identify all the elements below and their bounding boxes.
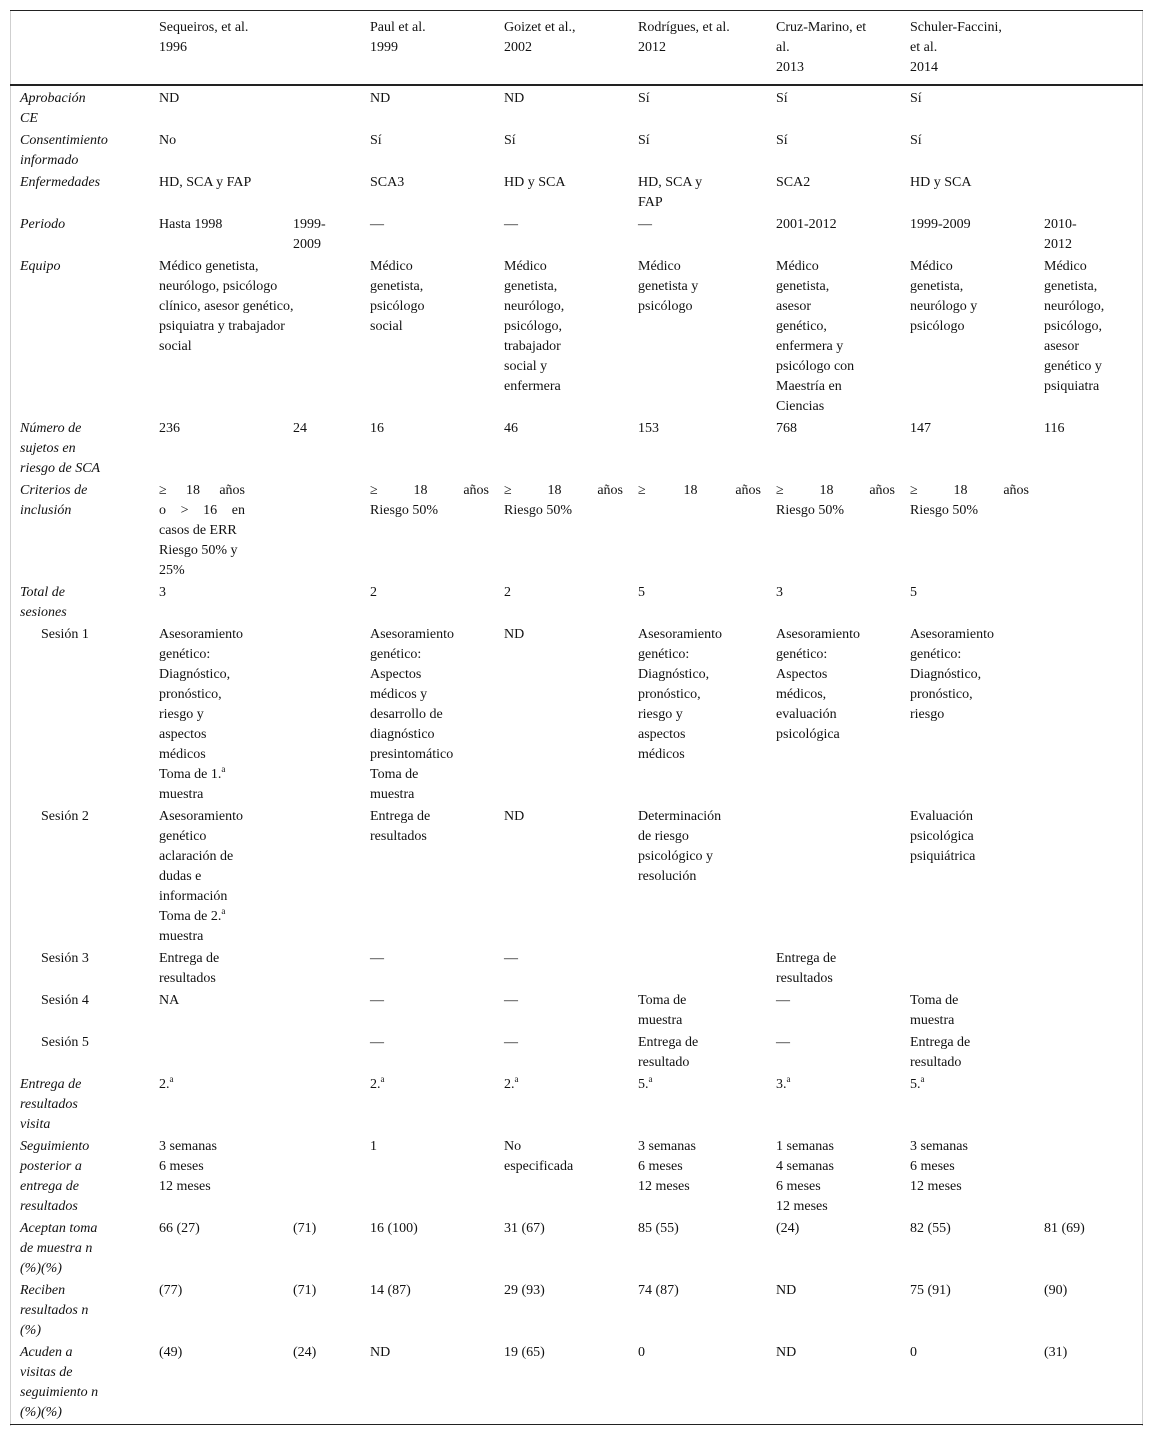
table-cell: [283, 948, 360, 990]
table-cell: [283, 480, 360, 582]
table-cell: [283, 806, 360, 948]
table-cell: [149, 624, 283, 806]
table-cell: Evaluación psicológica psiquiátrica: [910, 809, 976, 864]
row-label: Aceptan toma de muestra n (%)(%): [20, 1221, 98, 1276]
table-cell: HD, SCA y FAP: [159, 175, 252, 190]
header-sequeiros: Sequeiros, et al. 1996: [159, 20, 249, 55]
table-cell: [1034, 1136, 1143, 1218]
header-row: [10, 11, 1143, 86]
table-cell: SCA2: [776, 175, 811, 190]
table-cell: HD, SCA y FAP: [638, 175, 703, 210]
table-cell: 147: [910, 421, 931, 436]
table-cell: —: [504, 951, 518, 966]
header-rodrigues: Rodrígues, et al. 2012: [638, 20, 730, 55]
header-cruz-marino: Cruz-Marino, et al. 2013: [776, 20, 867, 75]
table-cell: 46: [504, 421, 518, 436]
table-cell: Sí: [910, 133, 922, 148]
cell-line: muestra: [159, 929, 204, 944]
table-cell: 3: [776, 585, 783, 600]
table-row: [10, 214, 1143, 256]
table-cell: Sí: [776, 133, 788, 148]
table-cell: ND: [776, 1345, 797, 1360]
table-row: [10, 624, 1143, 806]
table-cell: [1034, 990, 1143, 1032]
superscript: a: [514, 1074, 519, 1084]
table-cell: ND: [776, 1283, 797, 1298]
table-cell: ND: [159, 91, 180, 106]
cell-line: [159, 907, 278, 927]
table-cell: [149, 806, 283, 948]
table-cell: —: [370, 217, 384, 232]
table-cell: Asesoramiento genético: Aspectos médicos, evaluación psicológica: [776, 627, 860, 742]
table-cell: [1034, 624, 1143, 806]
table-cell: Sí: [910, 91, 922, 106]
table-cell: (90): [1044, 1283, 1068, 1298]
row-label: Aprobación CE: [20, 91, 86, 126]
table-cell: [766, 480, 900, 582]
row-label: Reciben resultados n (%): [20, 1283, 89, 1338]
table-cell: [283, 1032, 360, 1074]
header-cell: [10, 11, 149, 86]
table-row: [10, 1032, 1143, 1074]
table-cell: 16: [370, 421, 384, 436]
table-cell: 24: [293, 421, 307, 436]
header-schuler-faccini: Schuler-Faccini, et al. 2014: [910, 20, 1002, 75]
table-cell: [1034, 480, 1143, 582]
cell-line: ≥ 18 años: [910, 483, 1029, 498]
superscript: a: [786, 1074, 791, 1084]
cell-text: 2.: [504, 1077, 515, 1092]
cell-line: ≥ 18 años: [159, 483, 245, 498]
cell-text: 3.: [776, 1077, 787, 1092]
cell-text: Toma de 1.: [159, 767, 222, 782]
table-cell: 14 (87): [370, 1283, 411, 1298]
table-cell: Asesoramiento genético: Diagnóstico, pronóstico, riesgo y aspectos médicos: [638, 627, 722, 762]
table-cell: [494, 480, 628, 582]
header-cell: [283, 11, 360, 86]
table-cell: 0: [910, 1345, 917, 1360]
table-cell: Sí: [776, 91, 788, 106]
table-cell: 74 (87): [638, 1283, 679, 1298]
superscript: a: [169, 1074, 174, 1084]
table-cell: 19 (65): [504, 1345, 545, 1360]
table-row: [10, 172, 1143, 214]
row-label: Enfermedades: [20, 175, 101, 190]
table-cell: —: [504, 1035, 518, 1050]
table-cell: ND: [370, 91, 391, 106]
table-row: [10, 1280, 1143, 1342]
table-cell: 75 (91): [910, 1283, 951, 1298]
table-cell: 236: [159, 421, 180, 436]
cell-line: Riesgo 50%: [910, 503, 979, 518]
row-label: Sesión 4: [41, 993, 89, 1008]
cell-text: 5.: [638, 1077, 649, 1092]
superscript: a: [221, 906, 226, 916]
table-cell: [283, 130, 360, 172]
table-row: [10, 806, 1143, 948]
table-cell: —: [638, 217, 652, 232]
cell-line: ≥ 18 años: [776, 483, 895, 498]
table-cell: [283, 172, 360, 214]
table-cell: [766, 806, 900, 948]
table-row: [10, 1342, 1143, 1425]
table-cell: [900, 1074, 1034, 1136]
table-cell: [1034, 582, 1143, 624]
header-goizet: Goizet et al., 2002: [504, 20, 576, 55]
table-cell: 1 semanas 4 semanas 6 meses 12 meses: [776, 1139, 834, 1214]
table-cell: (49): [159, 1345, 183, 1360]
table-cell: [494, 1074, 628, 1136]
cell-text: 5.: [910, 1077, 921, 1092]
row-label: Periodo: [20, 217, 66, 232]
table-row: [10, 1218, 1143, 1280]
table-cell: (71): [293, 1221, 317, 1236]
table-cell: Médico genetista, neurólogo, psicólogo, asesor genético y psiquiatra: [1044, 259, 1105, 394]
table-cell: Médico genetista, neurólogo, psicólogo, trabajador social y enfermera: [504, 259, 565, 394]
cell-line: casos de ERR Riesgo 50% y 25%: [159, 523, 238, 578]
header-paul: Paul et al. 1999: [370, 20, 426, 55]
cell-line: Riesgo 50%: [370, 503, 439, 518]
table-cell: ND: [504, 809, 525, 824]
table-cell: [360, 1074, 494, 1136]
table-cell: [283, 1136, 360, 1218]
studies-comparison-table: [10, 10, 1143, 1425]
table-cell: 66 (27): [159, 1221, 200, 1236]
cell-line: ≥ 18 años: [370, 483, 489, 498]
table-cell: Médico genetista, asesor genético, enfermera y psicólogo con Maestría en Ciencias: [776, 259, 855, 414]
table-row: [10, 480, 1143, 582]
cell-text: 2.: [159, 1077, 170, 1092]
table-cell: [283, 85, 360, 130]
table-cell: [283, 582, 360, 624]
table-cell: (71): [293, 1283, 317, 1298]
table-cell: 85 (55): [638, 1221, 679, 1236]
row-label: Sesión 1: [41, 627, 89, 642]
cell-line: Asesoramiento genético aclaración de dudas e información: [159, 809, 243, 904]
table-cell: 29 (93): [504, 1283, 545, 1298]
table-cell: Médico genetista, neurólogo y psicólogo: [910, 259, 978, 334]
table-cell: Entrega de resultados: [159, 951, 220, 986]
row-label: Consentimiento informado: [20, 133, 108, 168]
table-cell: [1034, 806, 1143, 948]
table-cell: —: [370, 993, 384, 1008]
table-cell: —: [370, 1035, 384, 1050]
cell-line: muestra: [159, 787, 204, 802]
table-cell: Sí: [638, 91, 650, 106]
table-cell: Hasta 1998: [159, 217, 223, 232]
table-cell: Asesoramiento genético: Aspectos médicos y desarrollo de diagnóstico presintomático Toma de muestra: [370, 627, 454, 802]
table-cell: [283, 990, 360, 1032]
table-cell: —: [504, 993, 518, 1008]
table-cell: Entrega de resultado: [638, 1035, 699, 1070]
table-cell: 0: [638, 1345, 645, 1360]
table-row: [10, 85, 1143, 130]
table-cell: [360, 480, 494, 582]
table-cell: 2: [370, 585, 377, 600]
table-cell: 153: [638, 421, 659, 436]
table-cell: HD y SCA: [504, 175, 566, 190]
table-cell: No: [159, 133, 177, 148]
superscript: a: [648, 1074, 653, 1084]
table-cell: ND: [370, 1345, 391, 1360]
table-cell: [628, 480, 766, 582]
table-row: [10, 582, 1143, 624]
table-cell: —: [504, 217, 518, 232]
row-label: Acuden a visitas de seguimiento n (%)(%): [20, 1345, 99, 1420]
table-cell: 1999- 2009: [293, 217, 326, 252]
table-cell: (31): [1044, 1345, 1068, 1360]
row-label: Sesión 3: [41, 951, 89, 966]
table-cell: No especificada: [504, 1139, 574, 1174]
table-cell: SCA3: [370, 175, 405, 190]
table-cell: [149, 480, 283, 582]
cell-line: Riesgo 50%: [504, 503, 573, 518]
row-label: Entrega de resultados visita: [20, 1077, 82, 1132]
cell-line: ≥ 18 años: [504, 483, 623, 498]
cell-line: o > 16 en: [159, 503, 245, 518]
table-cell: [1034, 1074, 1143, 1136]
table-cell: 768: [776, 421, 797, 436]
table-cell: 3 semanas 6 meses 12 meses: [159, 1139, 217, 1194]
table-cell: 3 semanas 6 meses 12 meses: [910, 1139, 968, 1194]
table-cell: Entrega de resultados: [776, 951, 837, 986]
table-cell: [283, 1074, 360, 1136]
cell-line: ≥ 18 años: [638, 483, 761, 498]
cell-line: [159, 765, 278, 785]
table-cell: 5: [638, 585, 645, 600]
table-cell: 16 (100): [370, 1221, 418, 1236]
table-cell: 2: [504, 585, 511, 600]
table-row: [10, 256, 1143, 418]
table-cell: Sí: [504, 133, 516, 148]
cell-text: 2.: [370, 1077, 381, 1092]
table-cell: Sí: [638, 133, 650, 148]
table-row: [10, 1136, 1143, 1218]
row-label: Seguimiento posterior a entrega de resultados: [20, 1139, 90, 1214]
cell-text: Toma de 2.: [159, 909, 222, 924]
table-cell: HD y SCA: [910, 175, 972, 190]
table-cell: Toma de muestra: [638, 993, 687, 1028]
table-cell: 1999-2009: [910, 217, 971, 232]
table-cell: (77): [159, 1283, 183, 1298]
superscript: a: [380, 1074, 385, 1084]
table-cell: Determinación de riesgo psicológico y resolución: [638, 809, 722, 884]
table-cell: 3: [159, 585, 166, 600]
table-row: [10, 418, 1143, 480]
table-cell: [766, 1074, 900, 1136]
row-label: Total de sesiones: [20, 585, 67, 620]
table-cell: Toma de muestra: [910, 993, 959, 1028]
row-label: Sesión 2: [41, 809, 89, 824]
table-row: [10, 1074, 1143, 1136]
table-cell: Asesoramiento genético: Diagnóstico, pronóstico, riesgo: [910, 627, 994, 722]
table-cell: 3 semanas 6 meses 12 meses: [638, 1139, 696, 1194]
table-cell: Médico genetista, psicólogo social: [370, 259, 425, 334]
table-cell: [149, 1074, 283, 1136]
table-cell: [283, 624, 360, 806]
table-cell: [1034, 85, 1143, 130]
table-cell: [628, 1074, 766, 1136]
row-label: Número de sujetos en riesgo de SCA: [20, 421, 101, 476]
table-cell: [1034, 172, 1143, 214]
table-cell: [149, 1032, 283, 1074]
superscript: a: [920, 1074, 925, 1084]
table-cell: 82 (55): [910, 1221, 951, 1236]
table-cell: [628, 948, 766, 990]
table-cell: [1034, 130, 1143, 172]
table-row: [10, 130, 1143, 172]
row-label: Equipo: [20, 259, 61, 274]
table-cell: [1034, 1032, 1143, 1074]
table-row: [10, 948, 1143, 990]
table-row: [10, 990, 1143, 1032]
table-cell: Entrega de resultados: [370, 809, 431, 844]
table-cell: Entrega de resultado: [910, 1035, 971, 1070]
table-cell: (24): [776, 1221, 800, 1236]
table-cell: —: [776, 1035, 790, 1050]
table-cell: 5: [910, 585, 917, 600]
table-cell: (24): [293, 1345, 317, 1360]
header-cell: [1034, 11, 1143, 86]
table-cell: 31 (67): [504, 1221, 545, 1236]
row-label: Sesión 5: [41, 1035, 89, 1050]
table-cell: Médico genetista, neurólogo, psicólogo clínico, asesor genético, psiquiatra y trabajador social: [159, 259, 294, 354]
cell-line: Asesoramiento genético: Diagnóstico, pronóstico, riesgo y aspectos médicos: [159, 627, 243, 762]
cell-line: Riesgo 50%: [776, 503, 845, 518]
table-cell: [900, 480, 1034, 582]
table-cell: 1: [370, 1139, 377, 1154]
table-cell: [900, 948, 1034, 990]
table-cell: 2001-2012: [776, 217, 837, 232]
table-cell: 116: [1044, 421, 1065, 436]
superscript: a: [221, 764, 226, 774]
table-cell: Médico genetista y psicólogo: [638, 259, 699, 314]
table-cell: NA: [159, 993, 180, 1008]
table-cell: —: [776, 993, 790, 1008]
table-cell: [1034, 948, 1143, 990]
table-cell: ND: [504, 91, 525, 106]
table-cell: 81 (69): [1044, 1221, 1085, 1236]
table-cell: Sí: [370, 133, 382, 148]
row-label: Criterios de inclusión: [20, 483, 88, 518]
table-cell: 2010- 2012: [1044, 217, 1077, 252]
table-cell: ND: [504, 627, 525, 642]
table-cell: —: [370, 951, 384, 966]
